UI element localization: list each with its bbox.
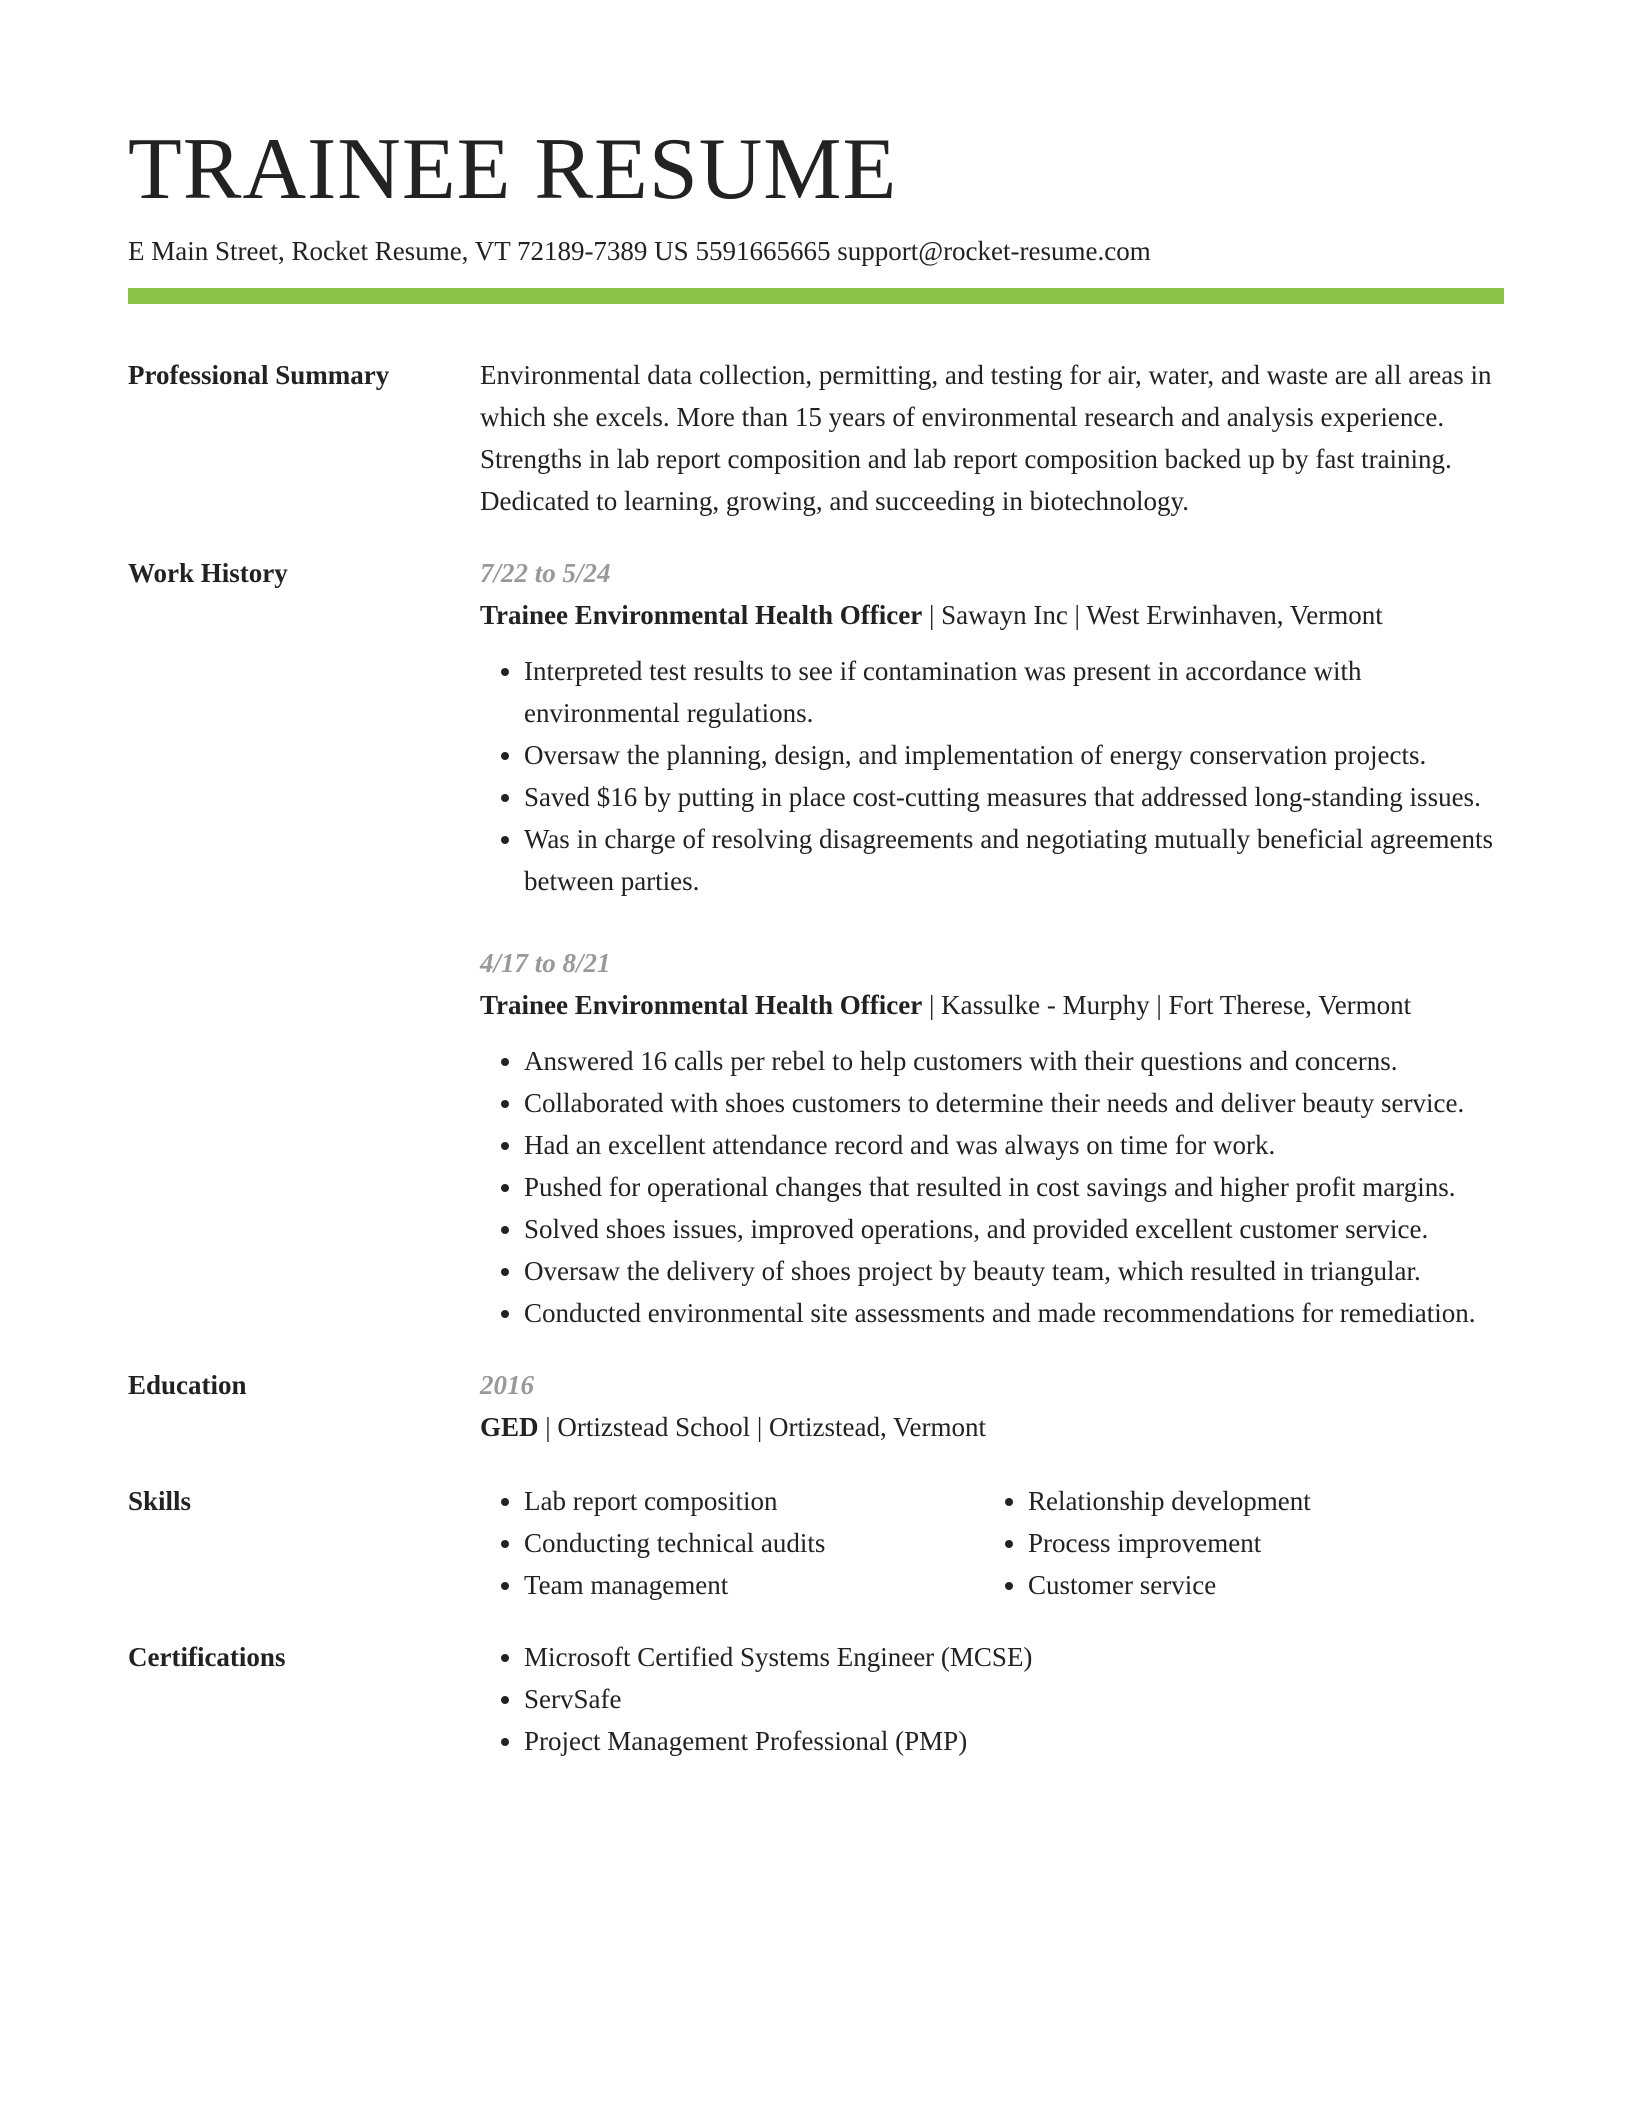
education-line <box>480 1406 1504 1448</box>
certifications-list <box>480 1636 1504 1762</box>
job-title-line <box>480 984 1504 1026</box>
list-item: • Answered 16 calls per rebel to help customers with their questions and concerns. <box>524 1040 1504 1082</box>
list-item: • Oversaw the delivery of shoes project by beauty team, which resulted in triangular. <box>524 1250 1504 1292</box>
skills-label: Skills <box>128 1486 192 1516</box>
skills-list <box>984 1480 1488 1606</box>
list-item: • Had an excellent attendance record and was always on time for work. <box>524 1124 1504 1166</box>
contact-line: E Main Street, Rocket Resume, VT 72189-7389 US 5591665665 support@rocket-resume.com <box>128 236 1151 266</box>
education-year: 2016 <box>480 1370 534 1400</box>
summary-text: Environmental data collection, permitting, and testing for air, water, and waste are all areas in which she excels. More than 15 years of environmental research and analysis experience. Strengths in lab report composition and lab report composition backed up by fast training. Dedicated to learning, growing, and succeeding in biotechnology. <box>480 360 1492 516</box>
list-item: • Microsoft Certified Systems Engineer (MCSE) <box>524 1636 1504 1678</box>
list-item: • Was in charge of resolving disagreements and negotiating mutually beneficial agreements between parties. <box>524 818 1504 902</box>
job-details: | Sawayn Inc | West Erwinhaven, Vermont <box>922 600 1383 630</box>
work-history-content <box>480 552 1504 1334</box>
job-dates: 4/17 to 8/21 <box>480 948 611 978</box>
list-item: • Relationship development <box>1028 1480 1488 1522</box>
skills-column-right <box>984 1480 1488 1606</box>
skills-column-left <box>480 1480 984 1606</box>
summary-label: Professional Summary <box>128 360 390 390</box>
skills-content <box>480 1480 1504 1606</box>
resume-title: TRAINEE RESUME <box>128 121 898 218</box>
list-item: • Process improvement <box>1028 1522 1488 1564</box>
certifications-section <box>128 1636 1504 1762</box>
skills-section <box>128 1480 1504 1606</box>
education-content <box>480 1364 1504 1448</box>
work-history-section <box>128 552 1504 1334</box>
list-item: • Customer service <box>1028 1564 1488 1606</box>
certifications-content <box>480 1636 1504 1762</box>
job-dates: 7/22 to 5/24 <box>480 558 611 588</box>
resume-page <box>128 118 1504 1762</box>
list-item: • Pushed for operational changes that resulted in cost savings and higher profit margins. <box>524 1166 1504 1208</box>
list-item: • Conducting technical audits <box>524 1522 984 1564</box>
list-item: • Project Management Professional (PMP) <box>524 1720 1504 1762</box>
list-item: • Interpreted test results to see if contamination was present in accordance with environmental regulations. <box>524 650 1504 734</box>
job-entry <box>480 942 1504 1334</box>
list-item: • Collaborated with shoes customers to determine their needs and deliver beauty service. <box>524 1082 1504 1124</box>
education-degree: GED <box>480 1412 539 1442</box>
education-details: | Ortizstead School | Ortizstead, Vermont <box>538 1412 986 1442</box>
job-title: Trainee Environmental Health Officer <box>480 990 923 1020</box>
list-item: • Oversaw the planning, design, and implementation of energy conservation projects. <box>524 734 1504 776</box>
education-section <box>128 1364 1504 1448</box>
job-entry <box>480 552 1504 902</box>
header-divider <box>128 288 1504 304</box>
summary-section <box>128 354 1504 522</box>
skills-list <box>480 1480 984 1606</box>
list-item: • Solved shoes issues, improved operations, and provided excellent customer service. <box>524 1208 1504 1250</box>
work-history-label: Work History <box>128 558 288 588</box>
job-title-line <box>480 594 1504 636</box>
education-label: Education <box>128 1370 247 1400</box>
job-title: Trainee Environmental Health Officer <box>480 600 923 630</box>
list-item: • Team management <box>524 1564 984 1606</box>
certifications-label: Certifications <box>128 1642 286 1672</box>
list-item: • ServSafe <box>524 1678 1504 1720</box>
job-bullets <box>480 650 1504 902</box>
list-item: • Lab report composition <box>524 1480 984 1522</box>
job-details: | Kassulke - Murphy | Fort Therese, Vermont <box>922 990 1412 1020</box>
list-item: • Saved $16 by putting in place cost-cutting measures that addressed long-standing issues. <box>524 776 1504 818</box>
job-bullets <box>480 1040 1504 1334</box>
list-item: • Conducted environmental site assessments and made recommendations for remediation. <box>524 1292 1504 1334</box>
